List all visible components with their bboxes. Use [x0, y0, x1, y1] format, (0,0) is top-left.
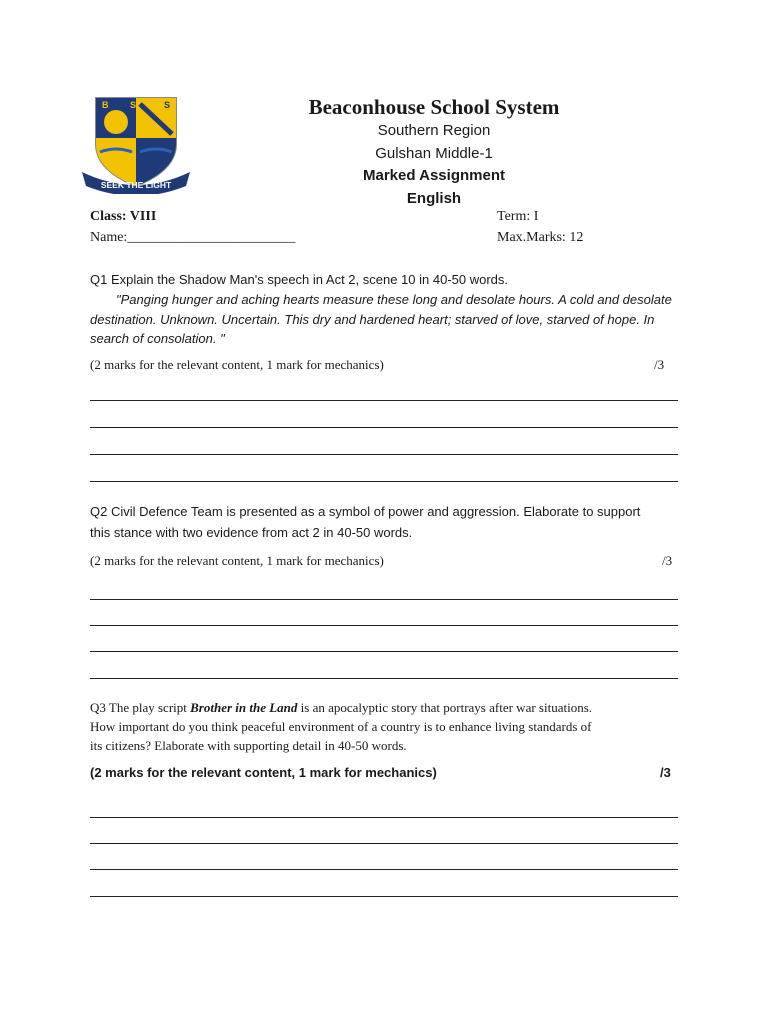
- answer-line: [90, 896, 678, 897]
- svg-text:B: B: [102, 100, 109, 110]
- answer-line: [90, 678, 678, 679]
- name-field: Name:________________________: [90, 230, 296, 245]
- answer-line: [90, 651, 678, 652]
- q3-play-title: Brother in the Land: [190, 700, 298, 715]
- school-name: Beaconhouse School System: [308, 95, 560, 119]
- q2-score: /3: [662, 553, 673, 568]
- answer-line: [90, 599, 678, 600]
- svg-text:SEEK THE LIGHT: SEEK THE LIGHT: [100, 180, 172, 190]
- class-label: Class: VIII: [90, 209, 157, 224]
- answer-line: [90, 481, 678, 482]
- school-crest-logo: [80, 94, 192, 194]
- q3-prompt-line1: [90, 700, 592, 716]
- q2-prompt-line1: Q2 Civil Defence Team is presented as a symbol of power and aggression. Elaborate to support: [90, 504, 641, 519]
- answer-line: [90, 454, 678, 455]
- answer-line: [90, 625, 678, 626]
- q2-marks-note: (2 marks for the relevant content, 1 mark for mechanics): [90, 553, 384, 568]
- svg-text:S: S: [164, 100, 171, 110]
- q3-prompt-pre: Q3 The play script: [90, 700, 191, 715]
- q2-prompt-line2: this stance with two evidence from act 2 in 40-50 words.: [90, 525, 413, 540]
- answer-line: [90, 427, 678, 428]
- region: Southern Region: [377, 122, 491, 139]
- answer-line: [90, 400, 678, 401]
- q1-marks-note: (2 marks for the relevant content, 1 mark for mechanics): [90, 357, 384, 372]
- term-label: Term: I: [497, 209, 539, 224]
- q3-prompt-post: is an apocalyptic story that portrays after war situations.: [297, 700, 593, 715]
- answer-line: [90, 817, 678, 818]
- document-type: Marked Assignment: [363, 167, 505, 184]
- q3-score: /3: [660, 765, 671, 780]
- q3-prompt-line3: its citizens? Elaborate with supporting detail in 40-50 words.: [90, 738, 407, 753]
- q1-quote: "Panging hunger and aching hearts measure these long and desolate hours. A cold and desolate destination. Unknown. Uncertain. This dry and hardened heart; starved of love, starved of hope. In search of consolation. ": [90, 292, 672, 346]
- q1-score: /3: [654, 357, 665, 372]
- q1-prompt: Q1 Explain the Shadow Man's speech in Act 2, scene 10 in 40-50 words.: [90, 272, 509, 287]
- subject: English: [406, 190, 462, 207]
- q3-prompt-line2: How important do you think peaceful environment of a country is to enhance living standards of: [90, 719, 592, 734]
- svg-text:S: S: [130, 100, 137, 110]
- max-marks-label: Max.Marks: 12: [497, 230, 584, 245]
- campus: Gulshan Middle-1: [375, 145, 493, 162]
- answer-line: [90, 843, 678, 844]
- q3-marks-note: (2 marks for the relevant content, 1 mark for mechanics): [90, 765, 437, 780]
- answer-line: [90, 869, 678, 870]
